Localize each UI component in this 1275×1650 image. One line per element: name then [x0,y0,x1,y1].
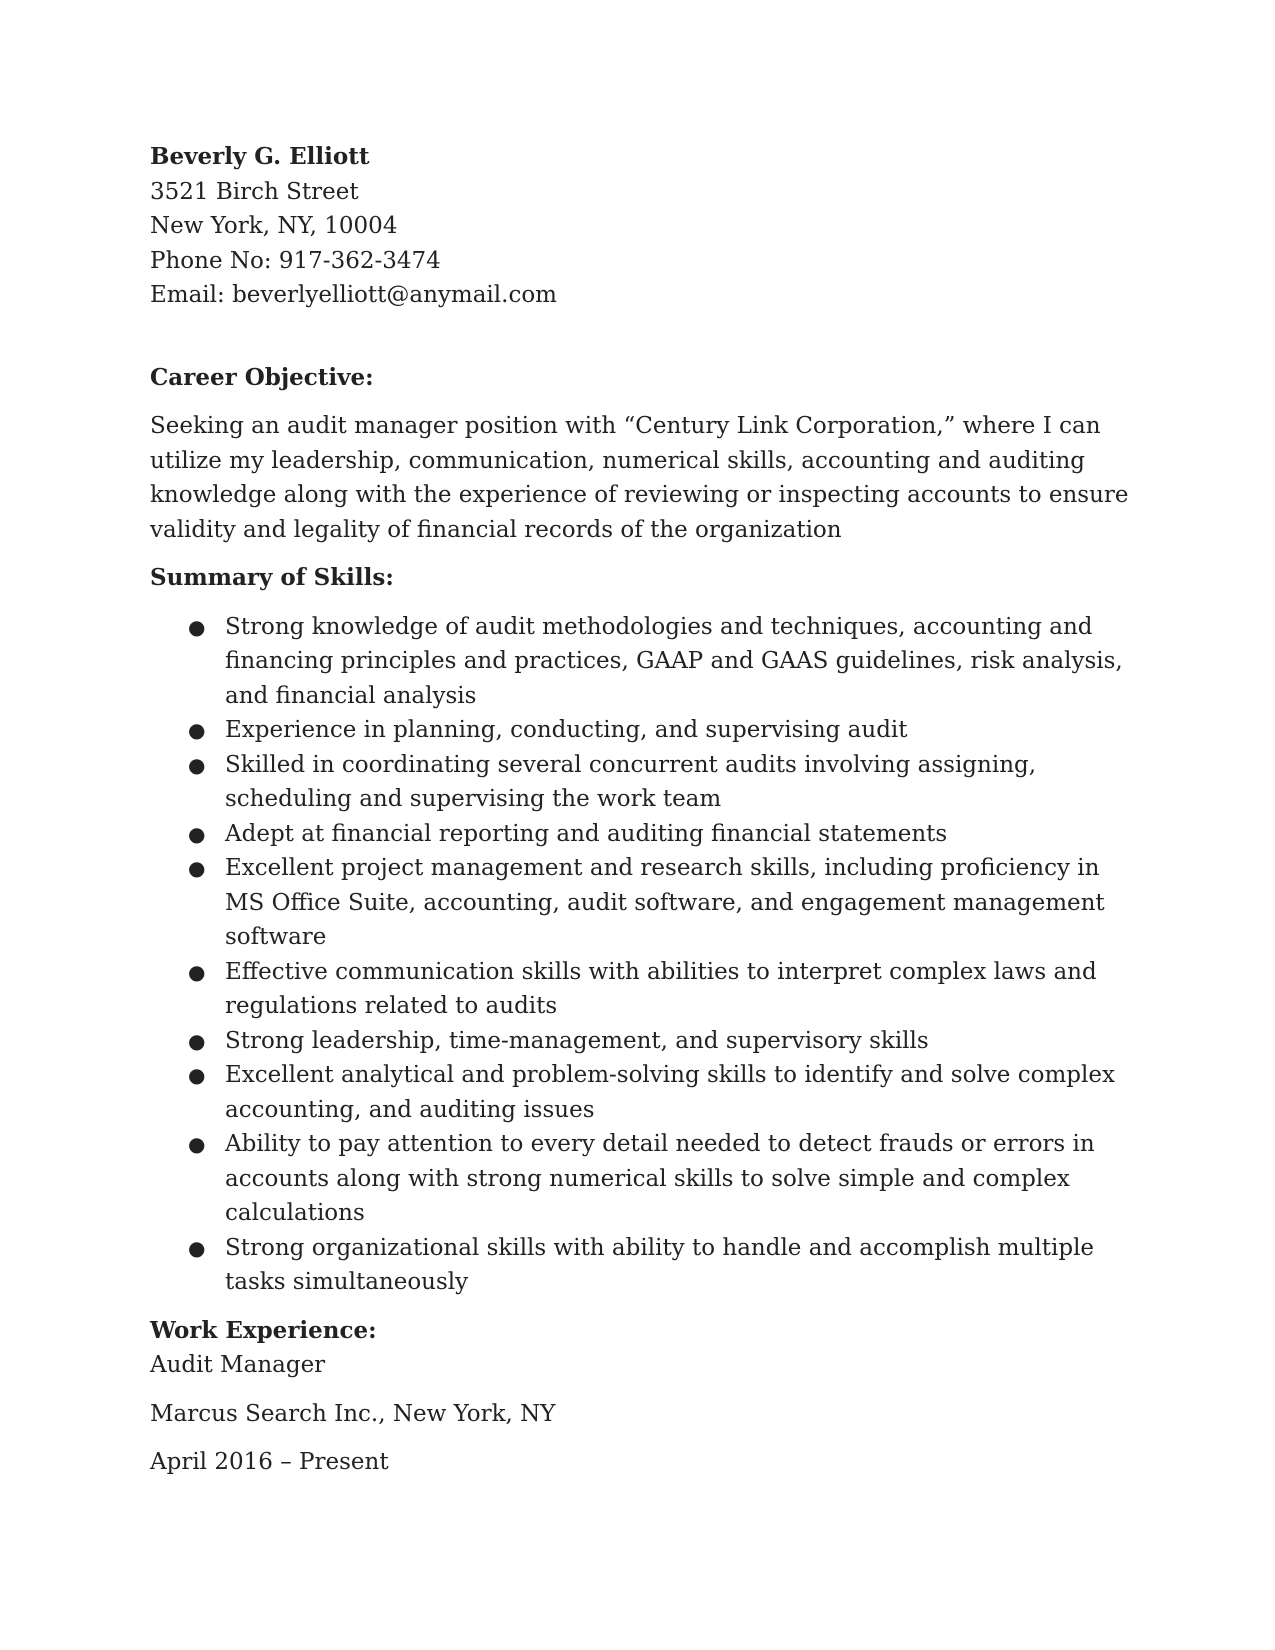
skill-item: ● Ability to pay attention to every detail needed to detect frauds or errors in accounts along with strong numerical skills to solve simple and complex calculations [150,1127,1130,1231]
contact-block [150,140,1130,313]
street-address: 3521 Birch Street [150,178,359,205]
career-objective-section [150,361,1130,548]
employment-dates: April 2016 – Present [150,1449,389,1475]
candidate-name: Beverly G. Elliott [150,143,370,170]
skill-item: ● Excellent analytical and problem-solving skills to identify and solve complex accounting, and auditing issues [150,1058,1130,1127]
skill-item: ● Adept at financial reporting and auditing financial statements [150,817,1130,852]
email-address: Email: beverlyelliott@anymail.com [150,282,557,308]
bullet-icon: ● [188,959,206,984]
skill-item: ● Excellent project management and research skills, including proficiency in MS Office Suite, accounting, audit software, and engagement management software [150,851,1130,955]
bullet-icon: ● [188,718,206,742]
resume-page [150,140,1130,1480]
skill-item: ● Experience in planning, conducting, and supervising audit [150,713,1130,748]
bullet-icon: ● [188,1028,206,1053]
skills-list [150,610,1130,1300]
career-objective-text: Seeking an audit manager position with “Century Link Corporation,” where I can utilize my leadership, communication, numerical skills, accounting and auditing knowledge along with the experience of reviewing or inspecting accounts to ensure validity and legality of financial records of the organization [150,413,1129,543]
job-title: Audit Manager [150,1352,326,1378]
bullet-icon: ● [188,614,206,639]
bullet-icon: ● [188,1235,206,1260]
bullet-icon: ● [188,752,206,777]
phone-number: Phone No: 917-362-3474 [150,247,441,274]
bullet-icon: ● [188,856,206,880]
company-name: Marcus Search Inc., New York, NY [150,1400,556,1427]
bullet-icon: ● [188,1132,206,1156]
work-experience-section [150,1314,1130,1480]
work-experience-heading: Work Experience: [150,1316,377,1344]
career-objective-heading: Career Objective: [150,363,374,391]
skill-item: ● Strong leadership, time-management, and supervisory skills [150,1024,1130,1059]
bullet-icon: ● [188,1063,206,1087]
skill-item: ● Skilled in coordinating several concurrent audits involving assigning, scheduling and supervising the work team [150,748,1130,817]
skill-item: ● Effective communication skills with abilities to interpret complex laws and regulations related to audits [150,955,1130,1024]
bullet-icon: ● [188,821,206,846]
skills-section [150,561,1130,1300]
skills-heading: Summary of Skills: [150,564,394,591]
skill-item: ● Strong organizational skills with ability to handle and accomplish multiple tasks simultaneously [150,1231,1130,1300]
skill-item: ● Strong knowledge of audit methodologies and techniques, accounting and financing principles and practices, GAAP and GAAS guidelines, risk analysis, and financial analysis [150,610,1130,714]
city-state-zip: New York, NY, 10004 [150,213,398,239]
